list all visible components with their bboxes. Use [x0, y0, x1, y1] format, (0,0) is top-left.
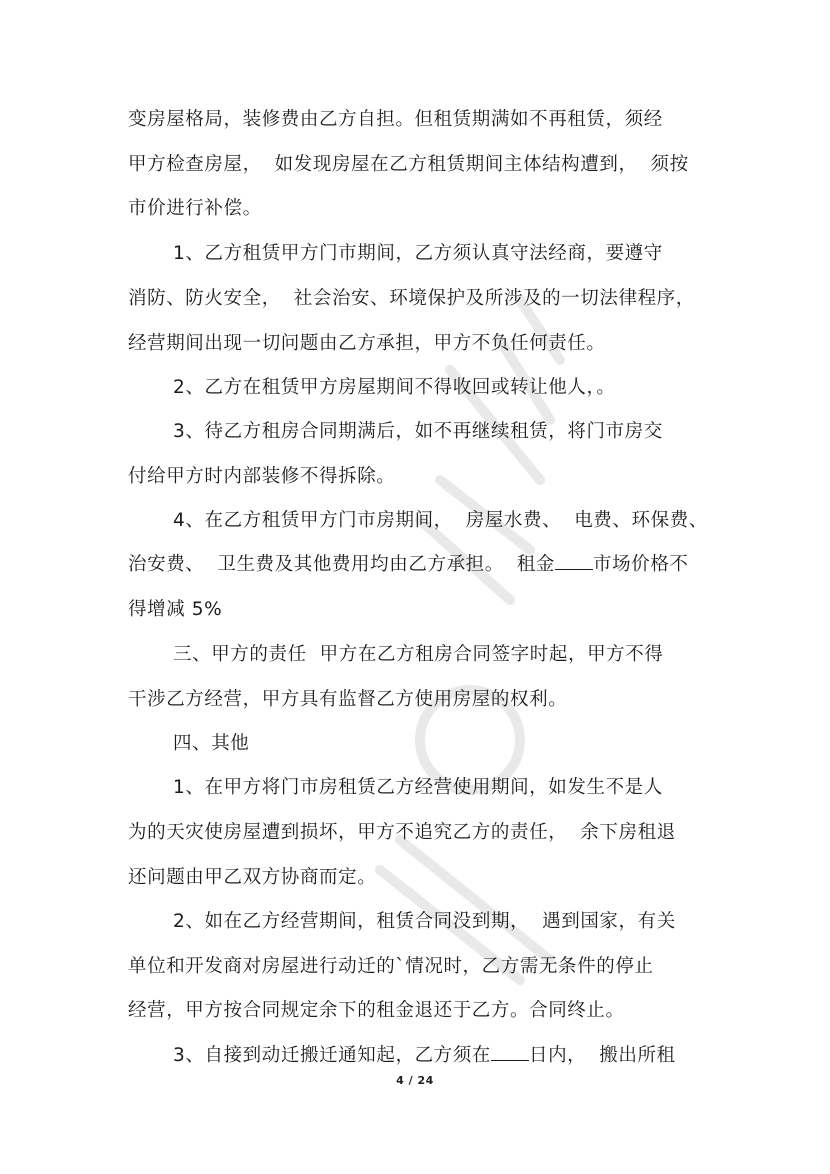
text-line-22-part-b: 日内， 搬出所租: [528, 1045, 676, 1066]
text-line-3: 市价进行补偿。: [128, 198, 262, 219]
text-line-22: [173, 1044, 676, 1068]
text-line-12: 得增减 5%: [128, 599, 223, 620]
text-line-21: 经营，甲方按合同规定余下的租金退还于乙方。合同终止。: [128, 1000, 625, 1021]
page-number: 4 / 24: [396, 1074, 434, 1087]
text-line-1: 变房屋格局，装修费由乙方自担。但租赁期满如不再租赁，须经: [128, 109, 663, 130]
text-line-7: 2、乙方在租赁甲方房屋期间不得收回或转让他人，。: [173, 377, 616, 398]
text-line-2: 甲方检查房屋， 如发现房屋在乙方租赁期间主体结构遭到， 须按: [128, 154, 689, 175]
text-line-22-part-a: 3、自接到动迁搬迁通知起，乙方须在: [173, 1045, 491, 1066]
text-line-18: 还问题由甲乙双方协商而定。: [128, 867, 377, 888]
text-line-11-part-a: 治安费、 卫生费及其他费用均由乙方承担。 租金: [128, 554, 556, 575]
text-line-17: 为的天灾使房屋遭到损坏，甲方不追究乙方的责任， 余下房租退: [128, 822, 676, 843]
text-line-9: 付给甲方时内部装修不得拆除。: [128, 466, 396, 487]
text-line-11: [128, 553, 689, 577]
text-line-19: 2、如在乙方经营期间，租赁合同没到期， 遇到国家，有关: [173, 911, 676, 932]
text-line-11-part-b: 市场价格不: [593, 554, 689, 575]
days-blank: [491, 1044, 529, 1061]
text-line-20: 单位和开发商对房屋进行动迁的`情况时，乙方需无条件的停止: [128, 956, 654, 977]
text-line-16: 1、在甲方将门市房租赁乙方经营使用期间，如发生不是人: [173, 777, 663, 798]
text-line-14: 干涉乙方经营，甲方具有监督乙方使用房屋的权利。: [128, 689, 568, 710]
text-line-10: 4、在乙方租赁甲方门市房期间， 房屋水费、 电费、环保费、: [173, 510, 708, 531]
rent-blank: [555, 553, 593, 570]
section-heading-other: 四、其他: [173, 733, 250, 754]
text-line-8: 3、待乙方租房合同期满后，如不再继续租赁，将门市房交: [173, 421, 663, 442]
text-line-4: 1、乙方租赁甲方门市期间，乙方须认真守法经商，要遵守: [173, 243, 663, 264]
text-line-13: 三、甲方的责任 甲方在乙方租房合同签字时起，甲方不得: [173, 644, 664, 665]
text-line-5: 消防、防火安全， 社会治安、环境保护及所涉及的一切法律程序，: [128, 288, 695, 309]
text-line-6: 经营期间出现一切问题由乙方承担，甲方不负任何责任。: [128, 333, 606, 354]
